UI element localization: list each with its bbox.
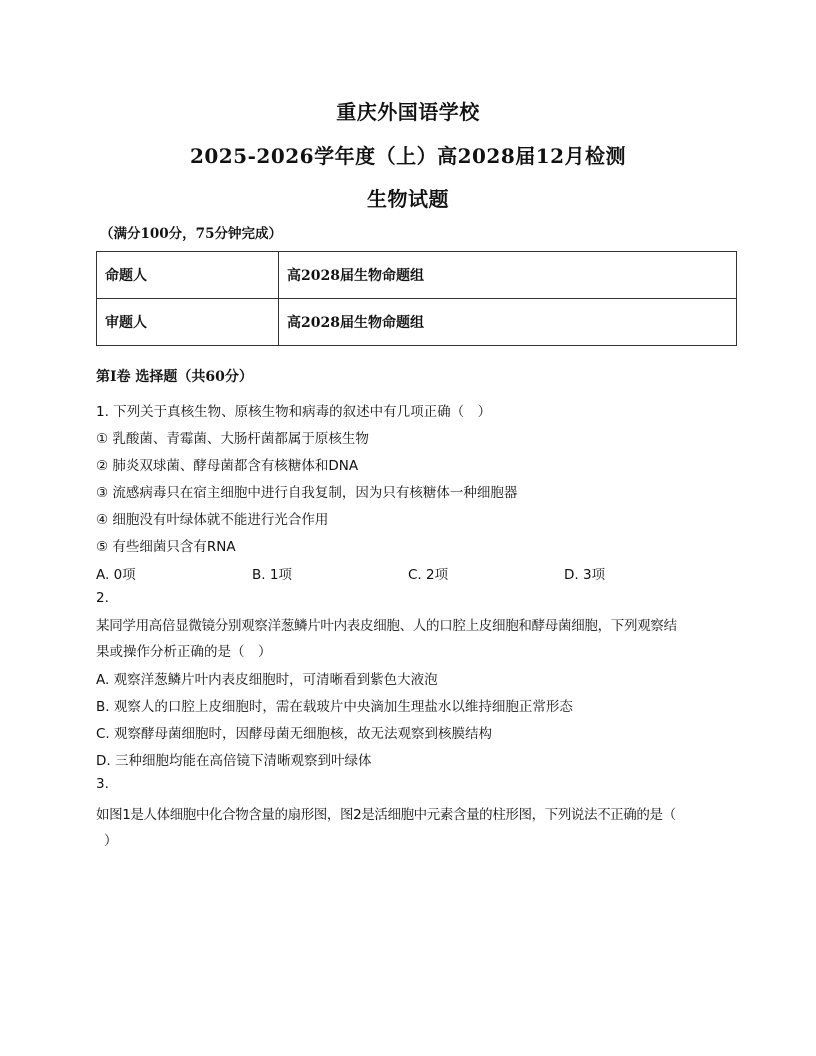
- school-name: 重庆外国语学校: [336, 100, 480, 124]
- q1-item: ② 肺炎双球菌、酵母菌都含有核糖体和DNA: [96, 458, 359, 474]
- q2-option-a: A. 观察洋葱鳞片叶内表皮细胞时，可清晰看到紫色大液泡: [96, 672, 438, 688]
- q2-option-d: D. 三种细胞均能在高倍镜下清晰观察到叶绿体: [96, 753, 372, 769]
- q3-number: 3.: [96, 776, 109, 792]
- exam-title: 2025-2026学年度（上）高2028届12月检测: [189, 144, 627, 168]
- section-title: 第Ⅰ卷 选择题（共60分）: [96, 369, 253, 385]
- q2-stem: 果或操作分析正确的是（ ）: [96, 644, 272, 660]
- score-time-note: （满分100分，75分钟完成）: [100, 226, 282, 242]
- q3-stem: 如图1是人体细胞中化合物含量的扇形图，图2是活细胞中元素含量的柱形图，下列说法不正确的是（: [96, 807, 676, 823]
- author-value: 高2028届生物命题组: [279, 252, 737, 299]
- reviewer-value: 高2028届生物命题组: [279, 299, 737, 346]
- author-row: [97, 252, 737, 299]
- q1-item: ⑤ 有些细菌只含有RNA: [96, 539, 236, 555]
- q2-number: 2.: [96, 590, 109, 606]
- author-table: [96, 251, 737, 346]
- reviewer-label: 审题人: [97, 299, 279, 346]
- subject-title: 生物试题: [367, 187, 449, 211]
- q2-option-b: B. 观察人的口腔上皮细胞时，需在载玻片中央滴加生理盐水以维持细胞正常形态: [96, 699, 573, 715]
- q1-stem: 1. 下列关于真核生物、原核生物和病毒的叙述中有几项正确（ ）: [96, 404, 492, 420]
- q1-item: ① 乳酸菌、青霉菌、大肠杆菌都属于原核生物: [96, 431, 369, 447]
- q2-stem: 某同学用高倍显微镜分别观察洋葱鳞片叶内表皮细胞、人的口腔上皮细胞和酵母菌细胞，下列观察结: [96, 618, 677, 634]
- q2-option-c: C. 观察酵母菌细胞时，因酵母菌无细胞核，故无法观察到核膜结构: [96, 726, 493, 742]
- q1-option-d: D. 3项: [564, 567, 606, 583]
- q1-item: ④ 细胞没有叶绿体就不能进行光合作用: [96, 512, 329, 528]
- q1-item: ③ 流感病毒只在宿主细胞中进行自我复制，因为只有核糖体一种细胞器: [96, 485, 518, 501]
- reviewer-row: [97, 299, 737, 346]
- q3-stem: ）: [104, 833, 118, 849]
- author-label: 命题人: [97, 252, 279, 299]
- q1-option-b: B. 1项: [252, 567, 292, 583]
- q1-option-a: A. 0项: [96, 567, 136, 583]
- q1-option-c: C. 2项: [408, 567, 449, 583]
